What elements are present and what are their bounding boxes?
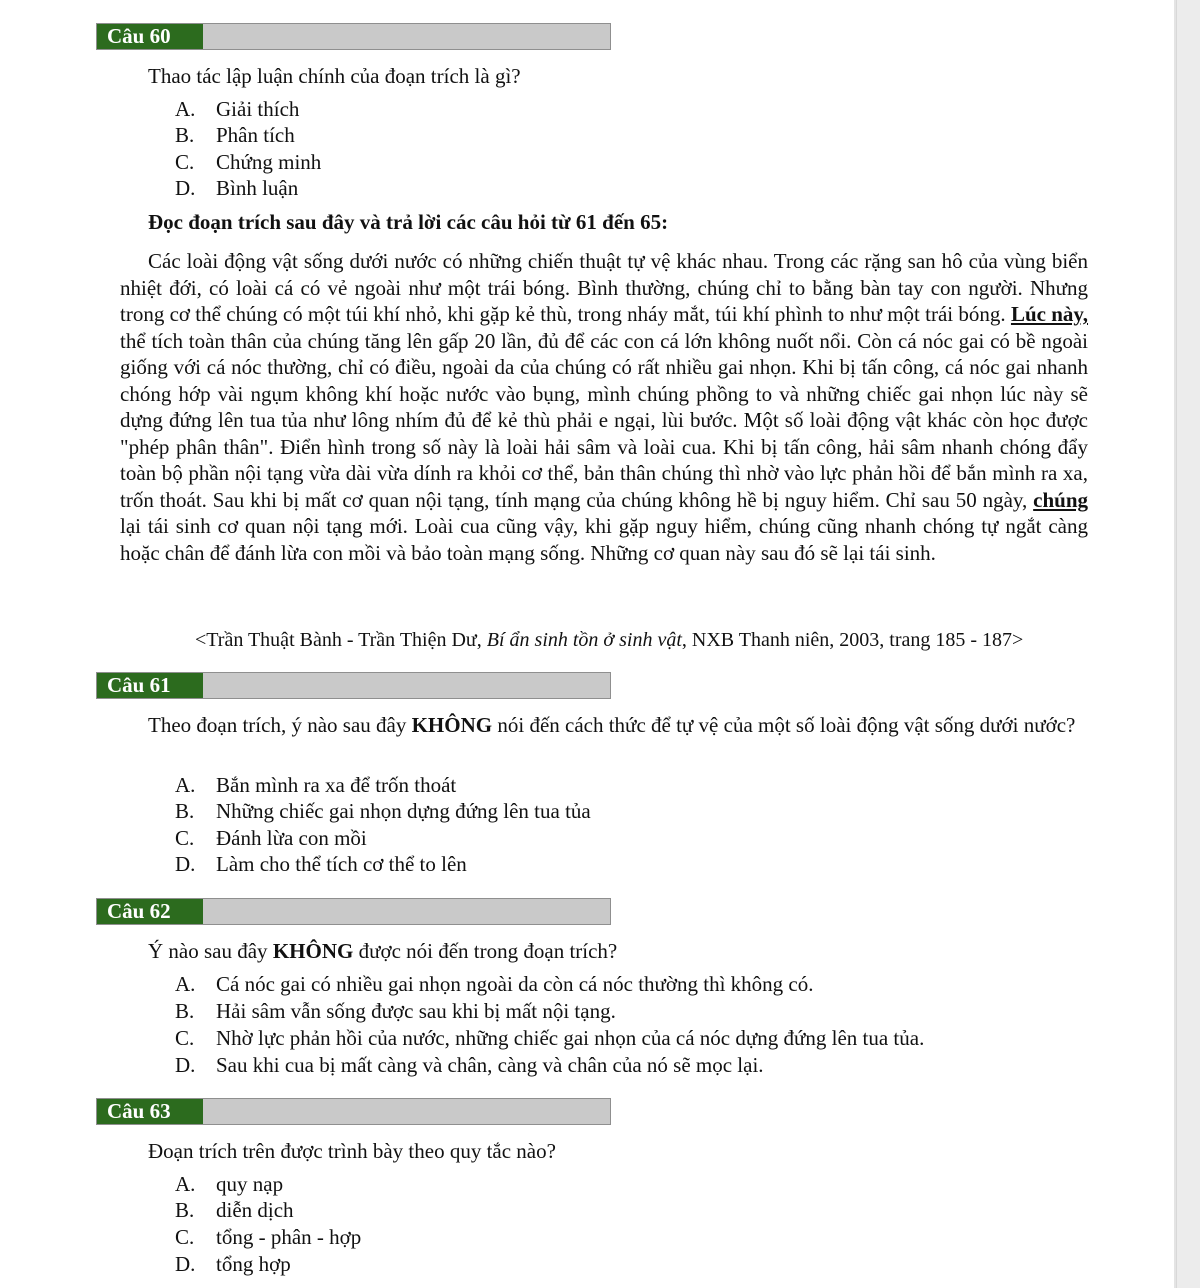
question-stem-62 bbox=[148, 938, 617, 964]
option-letter: A. bbox=[175, 773, 196, 797]
option-b bbox=[175, 122, 295, 148]
underlined-word: chúng bbox=[1033, 487, 1089, 512]
option-text: diễn dịch bbox=[216, 1198, 294, 1222]
option-letter: A. bbox=[175, 972, 196, 996]
option-c bbox=[175, 825, 367, 851]
scrollbar-track[interactable] bbox=[1176, 0, 1200, 1288]
option-letter: D. bbox=[175, 852, 196, 876]
question-header-61 bbox=[96, 672, 611, 699]
option-letter: C. bbox=[175, 1026, 195, 1050]
option-text: Bắn mình ra xa để trốn thoát bbox=[216, 773, 457, 797]
question-number: Câu 62 bbox=[97, 899, 203, 924]
option-text: Đánh lừa con mồi bbox=[216, 826, 367, 850]
option-letter: A. bbox=[175, 97, 196, 121]
passage-text: Các loài động vật sống dưới nước có những chiến thuật tự vệ khác nhau. Trong các rặng san hô của vùng biển nhiệt đới, có loài cá có vẻ ngoài như một trái bóng. Bình thường, chúng chỉ to bằng bàn tay con người. Nhưng trong cơ thể chúng có một túi khí nhỏ, khi gặp kẻ thù, trong nháy mắt, túi khí phình to như một trái bóng. bbox=[120, 249, 1088, 326]
option-d bbox=[175, 1251, 291, 1277]
option-letter: C. bbox=[175, 826, 195, 850]
option-b bbox=[175, 998, 616, 1024]
passage-text: thể tích toàn thân của chúng tăng lên gấp 20 lần, đủ để các con cá lớn không nuốt nổi. Còn cá nóc gai có bề ngoài giống với cá nóc thường, chỉ có điều, ngoài da của chúng có rất nhiều gai nhọn. Khi bị tấn công, cá nóc gai nhanh chóng hớp vài ngụm không khí hoặc nước vào bụng, mình chúng phồng to và những chiếc gai nhọn lúc này sẽ dựng đứng lên tua tủa như lông nhím đủ để kẻ thù phải e ngại, lùi bước. Một số loài động vật khác còn học được "phép phân thân". Điển hình trong số này là loài hải sâm và loài cua. Khi bị tấn công, hải sâm nhanh chóng đẩy toàn bộ phần nội tạng vừa dài vừa dính ra khỏi cơ thể, bản thân chúng thì nhờ vào lực phản hồi để bắn mình ra xa, trốn thoát. Sau khi bị mất cơ quan nội tạng, tính mạng của chúng không hề bị nguy hiểm. Chỉ sau 50 ngày, bbox=[120, 328, 1088, 512]
stem-text: được nói đến trong đoạn trích? bbox=[353, 939, 618, 963]
passage-source bbox=[195, 627, 1023, 653]
question-number: Câu 60 bbox=[97, 24, 203, 49]
option-c bbox=[175, 149, 321, 175]
passage-paragraph bbox=[120, 248, 1088, 566]
question-header-60 bbox=[96, 23, 611, 50]
option-text: Giải thích bbox=[216, 97, 300, 121]
option-letter: B. bbox=[175, 799, 195, 823]
option-a bbox=[175, 96, 299, 122]
option-c bbox=[175, 1025, 924, 1051]
reading-instruction: Đọc đoạn trích sau đây và trả lời các câu hỏi từ 61 đến 65: bbox=[148, 210, 669, 234]
underlined-phrase: Lúc này, bbox=[1010, 302, 1089, 326]
option-text: Hải sâm vẫn sống được sau khi bị mất nội tạng. bbox=[216, 999, 616, 1023]
option-letter: A. bbox=[175, 1172, 196, 1196]
source-publisher: , NXB Thanh niên, 2003, trang 185 - 187> bbox=[681, 629, 1024, 651]
option-b bbox=[175, 1197, 294, 1223]
option-text: Bình luận bbox=[216, 176, 299, 200]
source-authors: <Trần Thuật Bành - Trần Thiện Dư, bbox=[195, 629, 487, 651]
option-d bbox=[175, 851, 467, 877]
question-header-63 bbox=[96, 1098, 611, 1125]
stem-text: Ý nào sau đây bbox=[148, 939, 273, 963]
question-number: Câu 61 bbox=[97, 673, 203, 698]
question-number: Câu 63 bbox=[97, 1099, 203, 1124]
option-text: Sau khi cua bị mất càng và chân, càng và chân của nó sẽ mọc lại. bbox=[216, 1053, 764, 1077]
question-header-62 bbox=[96, 898, 611, 925]
stem-text: Theo đoạn trích, ý nào sau đây bbox=[148, 713, 412, 737]
option-letter: D. bbox=[175, 176, 196, 200]
option-a bbox=[175, 1171, 283, 1197]
option-b bbox=[175, 798, 591, 824]
option-a bbox=[175, 772, 456, 798]
option-a bbox=[175, 971, 814, 997]
option-letter: C. bbox=[175, 1225, 195, 1249]
option-text: Phân tích bbox=[216, 123, 295, 147]
option-letter: B. bbox=[175, 999, 195, 1023]
option-text: Cá nóc gai có nhiều gai nhọn ngoài da còn cá nóc thường thì không có. bbox=[216, 972, 814, 996]
option-letter: D. bbox=[175, 1053, 196, 1077]
question-stem-61 bbox=[148, 712, 1088, 738]
option-text: Những chiếc gai nhọn dựng đứng lên tua tủa bbox=[216, 799, 591, 823]
stem-emphasis: KHÔNG bbox=[411, 713, 493, 737]
option-letter: B. bbox=[175, 1198, 195, 1222]
option-text: tổng - phân - hợp bbox=[216, 1225, 362, 1249]
option-text: Chứng minh bbox=[216, 150, 322, 174]
option-letter: C. bbox=[175, 150, 195, 174]
option-c bbox=[175, 1224, 361, 1250]
option-text: Làm cho thể tích cơ thể to lên bbox=[216, 852, 467, 876]
stem-text: nói đến cách thức để tự vệ của một số loài động vật sống dưới nước? bbox=[492, 713, 1076, 737]
source-title: Bí ẩn sinh tồn ở sinh vật bbox=[486, 629, 682, 651]
option-d bbox=[175, 175, 298, 201]
option-text: quy nạp bbox=[216, 1172, 284, 1196]
option-d bbox=[175, 1052, 764, 1078]
stem-emphasis: KHÔNG bbox=[272, 939, 354, 963]
option-letter: D. bbox=[175, 1252, 196, 1276]
option-text: tổng hợp bbox=[216, 1252, 291, 1276]
passage-text: lại tái sinh cơ quan nội tạng mới. Loài cua cũng vậy, khi gặp nguy hiểm, chúng cũng nhanh chóng tự ngắt càng hoặc chân để đánh lừa con mồi và bảo toàn mạng sống. Những cơ quan này sau đó sẽ lại tái sinh. bbox=[120, 514, 1088, 565]
option-letter: B. bbox=[175, 123, 195, 147]
option-text: Nhờ lực phản hồi của nước, những chiếc gai nhọn của cá nóc dựng đứng lên tua tủa. bbox=[216, 1026, 925, 1050]
question-stem-63: Đoạn trích trên được trình bày theo quy tắc nào? bbox=[148, 1139, 556, 1163]
question-stem-60: Thao tác lập luận chính của đoạn trích là gì? bbox=[148, 64, 521, 88]
reading-passage bbox=[120, 248, 1088, 566]
